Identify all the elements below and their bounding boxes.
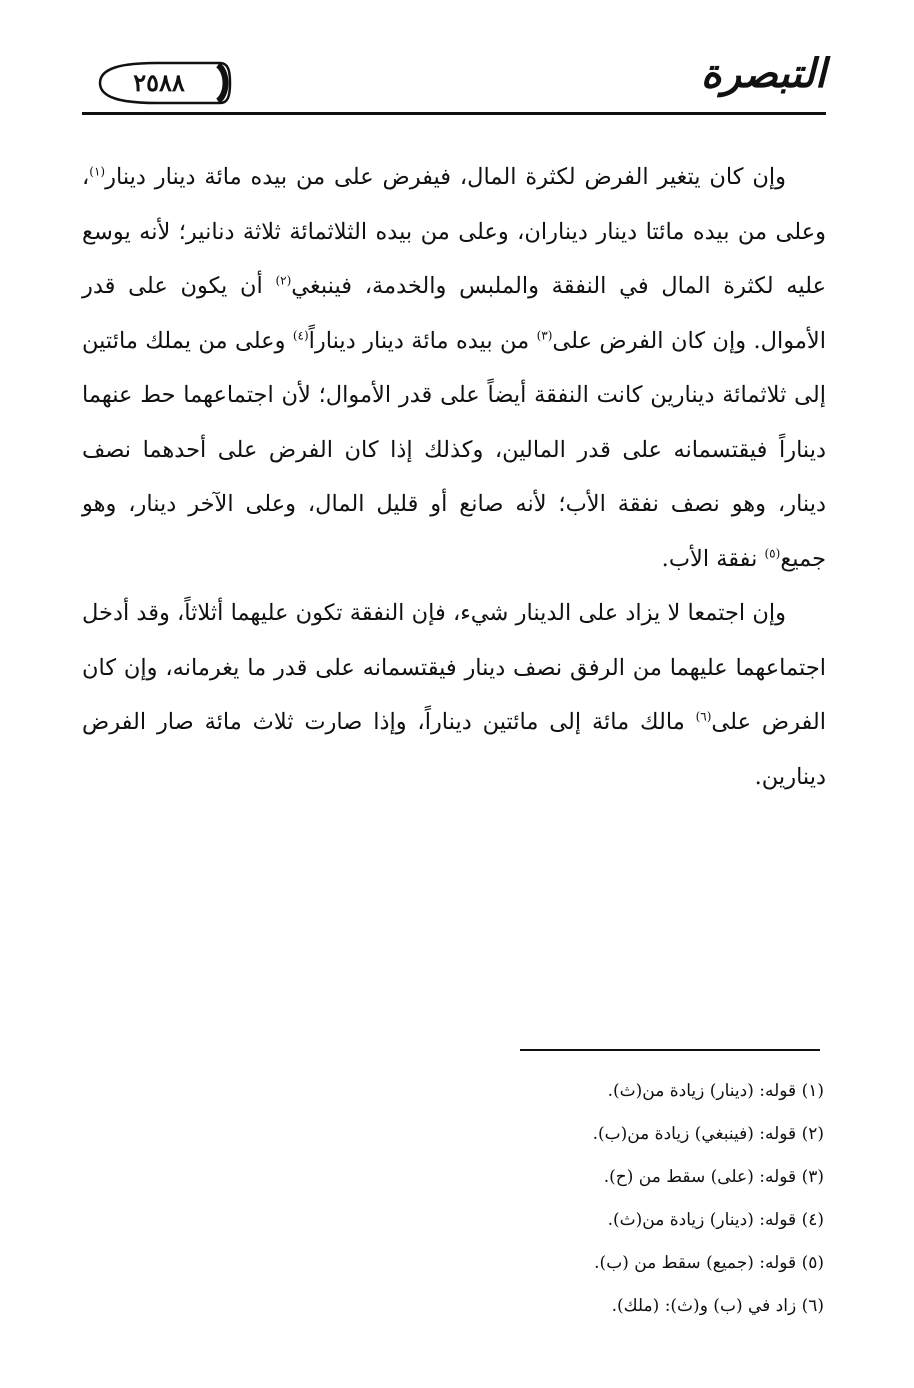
footnote-5: (٥) قوله: (جميع) سقط من (ب).: [594, 1253, 824, 1273]
footnote-separator: [520, 1049, 820, 1051]
footnote-marker: (٤): [292, 328, 309, 342]
footnote-marker: (٣): [536, 328, 553, 342]
text-run: وعلى من يملك مائتين إلى ثلاثمائة دينارين كانت النفقة أيضاً على قدر الأموال؛ لأن اجتماعهما حط عنهما ديناراً فيقتسمانه على قدر المالين، وكذلك إذا كان الفرض على أحدهما نصف دينار، وهو نصف نفقة الأب؛ لأنه صانع أو قليل المال، وعلى الآخر دينار، وهو جميع: [82, 327, 826, 572]
footnotes: [404, 1070, 824, 1328]
book-title: التبصرة: [700, 50, 826, 97]
footnote-6: (٦) زاد في (ب) و(ث): (ملك).: [611, 1296, 824, 1316]
text-run: مالك مائة إلى مائتين ديناراً، وإذا صارت ثلاث مائة صار الفرض دينارين.: [82, 709, 826, 790]
footnote-4: (٤) قوله: (دينار) زيادة من(ث).: [607, 1210, 824, 1230]
text-run: نفقة الأب.: [661, 545, 765, 572]
page-number-frame: [82, 60, 232, 106]
paragraph-2: [82, 586, 826, 804]
footnote-marker: (١): [89, 164, 106, 179]
footnote-marker: (٦): [695, 709, 712, 724]
page-number: ٢٥٨٨: [133, 68, 185, 97]
footnote-marker: (٢): [275, 273, 292, 288]
text-run: أن يكون على قدر الأموال. وإن كان الفرض على: [82, 273, 826, 354]
text-run: ، وعلى من بيده مائتا دينار ديناران، وعلى من بيده الثلاثمائة ثلاثة دنانير؛ لأنه يوسع عليه لكثرة المال في النفقة والملبس والخدمة، فينبغي: [82, 164, 827, 299]
text-run: وإن كان يتغير الفرض لكثرة المال، فيفرض على من بيده مائة دينار دينار: [105, 164, 786, 190]
footnote-marker: (٥): [764, 546, 781, 560]
paragraph-1: [82, 150, 826, 586]
header-rule: [82, 112, 826, 115]
footnote-3: (٣) قوله: (على) سقط من (ح).: [603, 1167, 824, 1187]
main-text: [82, 150, 826, 804]
footnote-1: (١) قوله: (دينار) زيادة من(ث).: [607, 1081, 824, 1101]
page-header: [82, 50, 826, 120]
text-run: وإن اجتمعا لا يزاد على الدينار شيء، فإن النفقة تكون عليهما أثلاثاً، وقد أدخل اجتماعهما عليهما من الرفق نصف دينار فيقتسمانه على قدر ما يغرمانه، وإن كان الفرض على: [82, 600, 826, 735]
text-run: من بيده مائة دينار ديناراً: [308, 327, 537, 354]
footnote-2: (٢) قوله: (فينبغي) زيادة من(ب).: [592, 1124, 824, 1144]
